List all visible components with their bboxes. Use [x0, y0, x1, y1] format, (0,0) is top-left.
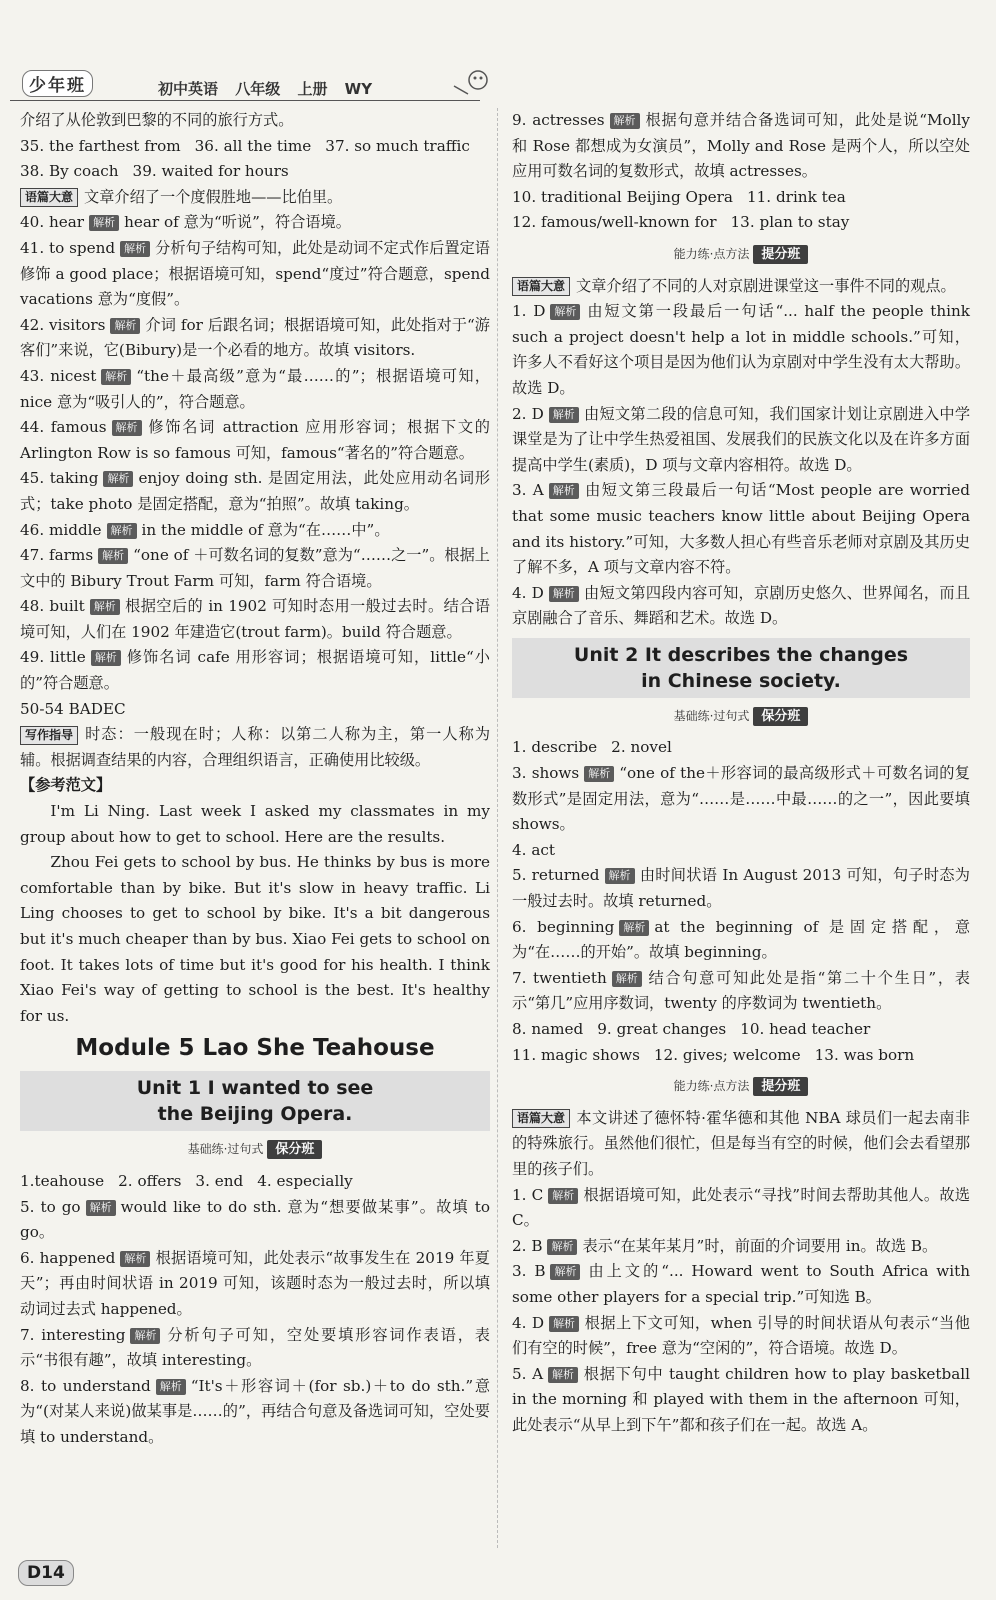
answer-item: 4. D 解析 根据上下文可知，when 引导的时间状语从句表示“当他们有空的时候”，free 意为“空闲的”，符合语境。故选 D。 [512, 1313, 970, 1358]
answer-line: 11. magic shows 12. gives; welcome 13. was born [512, 1045, 915, 1064]
unit-title: Unit 1 I wanted to see the Beijing Opera. [20, 1071, 490, 1131]
answer-line: 1. describe 2. novel [512, 738, 672, 757]
passage-summary: 语篇大意 文章介绍了不同的人对京剧进课堂这一事件不同的观点。 [512, 274, 970, 300]
analysis-tag: 解析 [120, 241, 150, 257]
answer-item: 43. nicest 解析 “the＋最高级”意为“最……的”；根据语境可知，nice 意为“吸引人的”，符合题意。 [20, 366, 490, 411]
passage-summary: 语篇大意 文章介绍了一个度假胜地——比伯里。 [20, 185, 490, 211]
answer-item: 1. C 解析 根据语境可知，此处表示“寻找”时间去帮助其他人。故选 C。 [512, 1185, 970, 1230]
analysis-tag: 解析 [550, 1264, 580, 1280]
answer-item: 48. built 解析 根据空后的 in 1902 可知时态用一般过去时。结合语境可知，人们在 1902 年建造它(trout farm)。build 符合题意。 [20, 597, 490, 641]
page-number: D14 [18, 1560, 74, 1586]
mascot-icon [452, 66, 492, 98]
analysis-tag: 解析 [130, 1328, 160, 1344]
answer-line: 10. traditional Beijing Opera 11. drink tea [512, 187, 846, 206]
writing-guide: 写作指导 时态：一般现在时；人称：以第二人称为主，第一人称为辅。根据调查结果的内容，合理组织语言，正确使用比较级。 [20, 725, 490, 769]
answer-item: 6. beginning 解析 at the beginning of 是固定搭配，意为“在……的开始”。故填 beginning。 [512, 917, 971, 962]
analysis-tag: 解析 [156, 1379, 186, 1395]
answer-line: 8. named 9. great changes 10. head teacher [512, 1020, 871, 1038]
header-rule [10, 100, 480, 101]
summary-tag: 语篇大意 [512, 1109, 570, 1128]
brand-logo: 少年班 [22, 70, 93, 97]
passage-summary: 语篇大意 本文讲述了德怀特·霍华德和其他 NBA 球员们一起去南非的特殊旅行。虽然他们很忙，但是每当有空的时候，他们会去看望那里的孩子们。 [512, 1108, 970, 1178]
answer-item: 41. to spend 解析 分析句子结构可知，此处是动词不定式作后置定语修饰 a good place；根据语境可知，spend“度过”符合题意，spend vacations 意为“度假”。 [20, 238, 490, 309]
book-subtitle: 初中英语 八年级 上册 WY [158, 80, 373, 98]
answer-item: 5. to go 解析 would like to do sth. 意为“想要做某事”。故填 to go。 [20, 1197, 490, 1242]
analysis-tag: 解析 [107, 523, 137, 539]
answer-line: 38. By coach 39. waited for hours [20, 162, 289, 181]
answer-item: 47. farms 解析 “one of ＋可数名词的复数”意为“……之一”。根据上文中的 Bibury Trout Farm 可知，farm 符合语境。 [20, 546, 490, 590]
section-header: 基础练·过句式 保分班 [20, 1137, 490, 1163]
answer-line: 50-54 BADEC [20, 699, 126, 718]
analysis-tag: 解析 [90, 599, 120, 615]
answer-item: 1. D 解析 由短文第一段最后一句话“... half the people think such a project doesn't help a lot in middle schools.”可知，许多人不看好这个项目是因为他们认为京剧对中学生没有太大帮助。故选 D。 [512, 302, 970, 397]
analysis-tag: 解析 [110, 318, 140, 334]
answer-line: 介绍了从伦敦到巴黎的不同的旅行方式。 [20, 111, 294, 129]
reference-title: 【参考范文】 [20, 776, 112, 795]
answer-line: 12. famous/well-known for 13. plan to stay [512, 213, 850, 232]
analysis-tag: 解析 [548, 1188, 578, 1204]
analysis-tag: 解析 [548, 1367, 578, 1383]
answer-item: 5. A 解析 根据下句中 taught children how to play basketball in the morning 和 played with them in the afternoon 可知，此处表示“从早上到下午”都和孩子们在一起。故选 A。 [512, 1364, 970, 1434]
answer-item: 46. middle 解析 in the middle of 意为“在……中”。 [20, 520, 390, 539]
section-header: 能力练·点方法 提分班 [512, 242, 970, 268]
right-column [512, 108, 970, 1439]
analysis-tag: 解析 [612, 971, 642, 987]
writing-tag: 写作指导 [20, 726, 78, 745]
analysis-tag: 解析 [98, 548, 128, 564]
answer-item: 2. D 解析 由短文第二段的信息可知，我们国家计划让京剧进入中学课堂是为了让中学生热爱祖国、发展我们的民族文化以及在许多方面提高中学生(素质)，D 项与文章内容相符。故选 D。 [512, 404, 971, 474]
column-divider [497, 108, 498, 1548]
answer-item: 8. to understand 解析 “It's＋形容词＋(for sb.)＋to do sth.”意为“(对某人来说)做某事是……的”，再结合句意及备选词可知，空处要填 to understand。 [20, 1376, 491, 1446]
analysis-tag: 解析 [549, 407, 579, 423]
answer-line: 4. act [512, 840, 555, 859]
analysis-tag: 解析 [86, 1200, 116, 1216]
answer-item: 3. shows 解析 “one of the＋形容词的最高级形式＋可数名词的复数形式”是固定用法，意为“……是……中最……的之一”，因此要填 shows。 [512, 764, 970, 834]
analysis-tag: 解析 [550, 304, 580, 320]
answer-item: 7. interesting 解析 分析句子可知，空处要填形容词作表语，表示“书很有趣”，故填 interesting。 [20, 1325, 490, 1370]
answer-item: 3. B 解析 由上文的“... Howard went to South Africa with some other players for a special trip.”可知选 B。 [512, 1262, 970, 1306]
left-column [20, 108, 490, 1451]
analysis-tag: 解析 [549, 483, 579, 499]
answer-item: 3. A 解析 由短文第三段最后一句话“Most people are worried that some music teachers know little about Beijing Opera and its history.”可知，大多数人担心有些音乐老师对京剧及其历史了解不多，A 项与文章内容不符。 [512, 481, 970, 577]
answer-item: 42. visitors 解析 介词 for 后跟名词；根据语境可知，此处指对于“游客们”来说，它(Bibury)是一个必看的地方。故填 visitors. [20, 315, 490, 360]
summary-tag: 语篇大意 [512, 277, 570, 296]
analysis-tag: 解析 [547, 1239, 577, 1255]
answer-line: 35. the farthest from 36. all the time 37. so much traffic [20, 136, 470, 155]
answer-item: 5. returned 解析 由时间状语 In August 2013 可知，句子时态为一般过去时。故填 returned。 [512, 866, 970, 911]
analysis-tag: 解析 [112, 420, 142, 436]
page-header [0, 0, 996, 100]
answer-item: 45. taking 解析 enjoy doing sth. 是固定用法，此处应用动名词形式；take photo 是固定搭配，意为“拍照”。故填 taking。 [20, 469, 491, 513]
essay-paragraph: Zhou Fei gets to school by bus. He thinks by bus is more comfortable than by bike. But it's slow in heavy traffic. Li Ling chooses to get to school by bike. It's a bit dangerous but it's much cheaper than by bus. Xiao Fei gets to school on foot. It takes lots of time but it's good for his health. I think Xiao Fei's way of getting to school is the best. It's healthy for us. [20, 853, 490, 1025]
analysis-tag: 解析 [89, 215, 119, 231]
answer-line: 1.teahouse 2. offers 3. end 4. especially [20, 1171, 353, 1190]
analysis-tag: 解析 [120, 1251, 150, 1267]
analysis-tag: 解析 [610, 113, 640, 129]
section-header: 能力练·点方法 提分班 [512, 1074, 970, 1100]
answer-item: 9. actresses 解析 根据句意并结合备选词可知，此处是说“Molly 和 Rose 都想成为女演员”，Molly and Rose 是两个人，所以空处应用可数名词的复数形式，故填 actresses。 [512, 111, 970, 181]
analysis-tag: 解析 [619, 920, 649, 936]
analysis-tag: 解析 [101, 369, 131, 385]
answer-item: 2. B 解析 表示“在某年某月”时，前面的介词要用 in。故选 B。 [512, 1236, 938, 1255]
answer-item: 40. hear 解析 hear of 意为“听说”，符合语境。 [20, 213, 351, 232]
analysis-tag: 解析 [91, 650, 121, 666]
summary-tag: 语篇大意 [20, 188, 78, 207]
answer-item: 4. D 解析 由短文第四段内容可知，京剧历史悠久、世界闻名，而且京剧融合了音乐、舞蹈和艺术。故选 D。 [512, 583, 971, 628]
answer-item: 44. famous 解析 修饰名词 attraction 应用形容词；根据下文的 Arlington Row is so famous 可知，famous“著名的”符合题意。 [20, 418, 490, 462]
answer-item: 7. twentieth 解析 结合句意可知此处是指“第二十个生日”，表示“第几”应用序数词，twenty 的序数词为 twentieth。 [512, 968, 970, 1013]
module-title: Module 5 Lao She Teahouse [75, 1035, 435, 1062]
unit-title: Unit 2 It describes the changes in Chinese society. [512, 638, 970, 698]
section-header: 基础练·过句式 保分班 [512, 704, 970, 730]
answer-item: 49. little 解析 修饰名词 cafe 用形容词；根据语境可知，little“小的”符合题意。 [20, 648, 490, 693]
analysis-tag: 解析 [549, 586, 579, 602]
analysis-tag: 解析 [584, 766, 614, 782]
answer-item: 6. happened 解析 根据语境可知，此处表示“故事发生在 2019 年夏天”；再由时间状语 in 2019 可知，该题时态为一般过去时，所以填动词过去式 happened。 [20, 1248, 490, 1318]
analysis-tag: 解析 [605, 868, 635, 884]
analysis-tag: 解析 [549, 1316, 579, 1332]
essay-paragraph: I'm Li Ning. Last week I asked my classmates in my group about how to get to school. Here are the results. [20, 802, 490, 846]
analysis-tag: 解析 [103, 471, 133, 487]
